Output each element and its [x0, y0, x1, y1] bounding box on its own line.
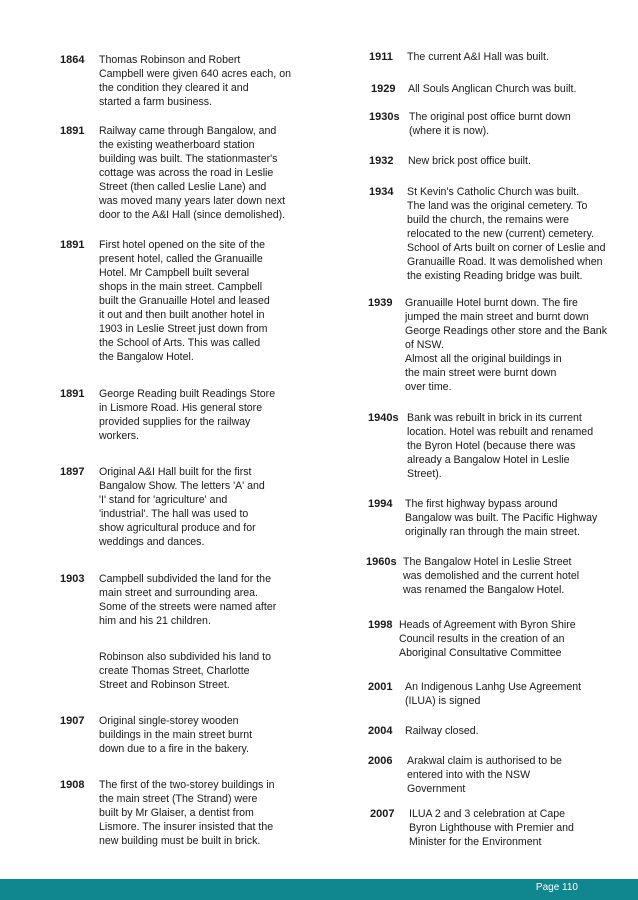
entry-year: 1930s: [369, 111, 400, 123]
entry-text: The original post office burnt down (where it is now).: [409, 111, 571, 137]
entry-text: Original single-storey wooden buildings in the main street burnt down due to a fire in the bakery.: [99, 715, 253, 755]
page-number: Page 110: [535, 882, 578, 893]
entry-text: St Kevin's Catholic Church was built. The land was the original cemetery. To build the church, the remains were relocated to the new (current) cemetery. School of Arts built on corner of Leslie and Granuaille Road. It was demolished when the existing Reading bridge was built.: [407, 186, 606, 282]
entry-year: 1864: [60, 54, 85, 66]
entry-year: 1929: [371, 83, 396, 95]
page-footer-bar: [0, 879, 638, 900]
entry-year: 1907: [60, 715, 85, 727]
entry-year: 1960s: [366, 556, 397, 568]
entry-text: Railway closed.: [405, 725, 479, 737]
entry-year: 2004: [368, 725, 393, 737]
entry-text: George Reading built Readings Store in Lismore Road. His general store provided supplies for the railway workers.: [99, 388, 276, 442]
entry-year: 1934: [369, 186, 394, 198]
entry-text: Granuaille Hotel burnt down. The fire jumped the main street and burnt down George Readings other store and the Bank of NSW. Almost all the original buildings in the main street were burnt down over time.: [405, 297, 608, 393]
entry-year: 1911: [369, 51, 393, 63]
entry-text: New brick post office built.: [408, 155, 531, 167]
entry-year: 1891: [60, 125, 85, 137]
entry-year: 1908: [60, 779, 85, 791]
entry-text: Bank was rebuilt in brick in its current location. Hotel was rebuilt and renamed the Byron Hotel (because there was already a Bangalow Hotel in Leslie Street).: [407, 412, 594, 480]
entry-year: 1897: [60, 466, 85, 478]
entry-text: ILUA 2 and 3 celebration at Cape Byron Lighthouse with Premier and Minister for the Environment: [409, 808, 574, 848]
entry-year: 1940s: [368, 412, 399, 424]
entry-text: Heads of Agreement with Byron Shire Council results in the creation of an Aboriginal Consultative Committee: [399, 619, 576, 659]
entry-text: All Souls Anglican Church was built.: [408, 83, 577, 95]
entry-year: 1994: [368, 498, 393, 510]
entry-year: 1939: [368, 297, 393, 309]
entry-text: The first highway bypass around Bangalow was built. The Pacific Highway originally ran through the main street.: [405, 498, 598, 538]
entry-year: 1903: [60, 573, 85, 585]
entry-year: 2007: [370, 808, 395, 820]
entry-text: First hotel opened on the site of the present hotel, called the Granuaille Hotel. Mr Campbell built several shops in the main street. Campbell built the Granuaille Hotel and leased it out and then built another hotel in 1903 in Leslie Street just down from the School of Arts. This was called the Bangalow Hotel.: [99, 239, 270, 363]
entry-text: The current A&I Hall was built.: [407, 51, 549, 63]
entry-text: An Indigenous Lanhg Use Agreement (ILUA) is signed: [405, 681, 582, 707]
entry-year: 1891: [60, 239, 85, 251]
entry-text: Robinson also subdivided his land to create Thomas Street, Charlotte Street and Robinson Street.: [99, 651, 271, 691]
entry-text: The Bangalow Hotel in Leslie Street was demolished and the current hotel was renamed the Bangalow Hotel.: [403, 556, 580, 596]
entry-year: 1891: [60, 388, 85, 400]
entry-year: 2001: [368, 681, 393, 693]
entry-year: 2006: [368, 755, 393, 767]
entry-text: The first of the two-storey buildings in the main street (The Strand) were built by Mr Glaiser, a dentist from Lismore. The insurer insisted that the new building must be built in brick.: [99, 779, 275, 847]
entry-year: 1932: [369, 155, 394, 167]
entry-text: Campbell subdivided the land for the main street and surrounding area. Some of the streets were named after him and his 21 children.: [99, 573, 277, 627]
entry-text: Thomas Robinson and Robert Campbell were given 640 acres each, on the condition they cleared it and started a farm business.: [99, 54, 291, 108]
entry-year: 1998: [368, 619, 393, 631]
entry-text: Arakwal claim is authorised to be entered into with the NSW Government: [407, 755, 562, 795]
entry-text: Original A&I Hall built for the first Bangalow Show. The letters 'A' and 'I' stand for 'agriculture' and 'industrial'. The hall was used to show agricultural produce and for weddings and dances.: [99, 466, 265, 548]
entry-text: Railway came through Bangalow, and the existing weatherboard station building was built. The stationmaster's cottage was across the road in Leslie Street (then called Leslie Lane) and was moved many years later down next door to the A&I Hall (since demolished).: [99, 125, 286, 221]
